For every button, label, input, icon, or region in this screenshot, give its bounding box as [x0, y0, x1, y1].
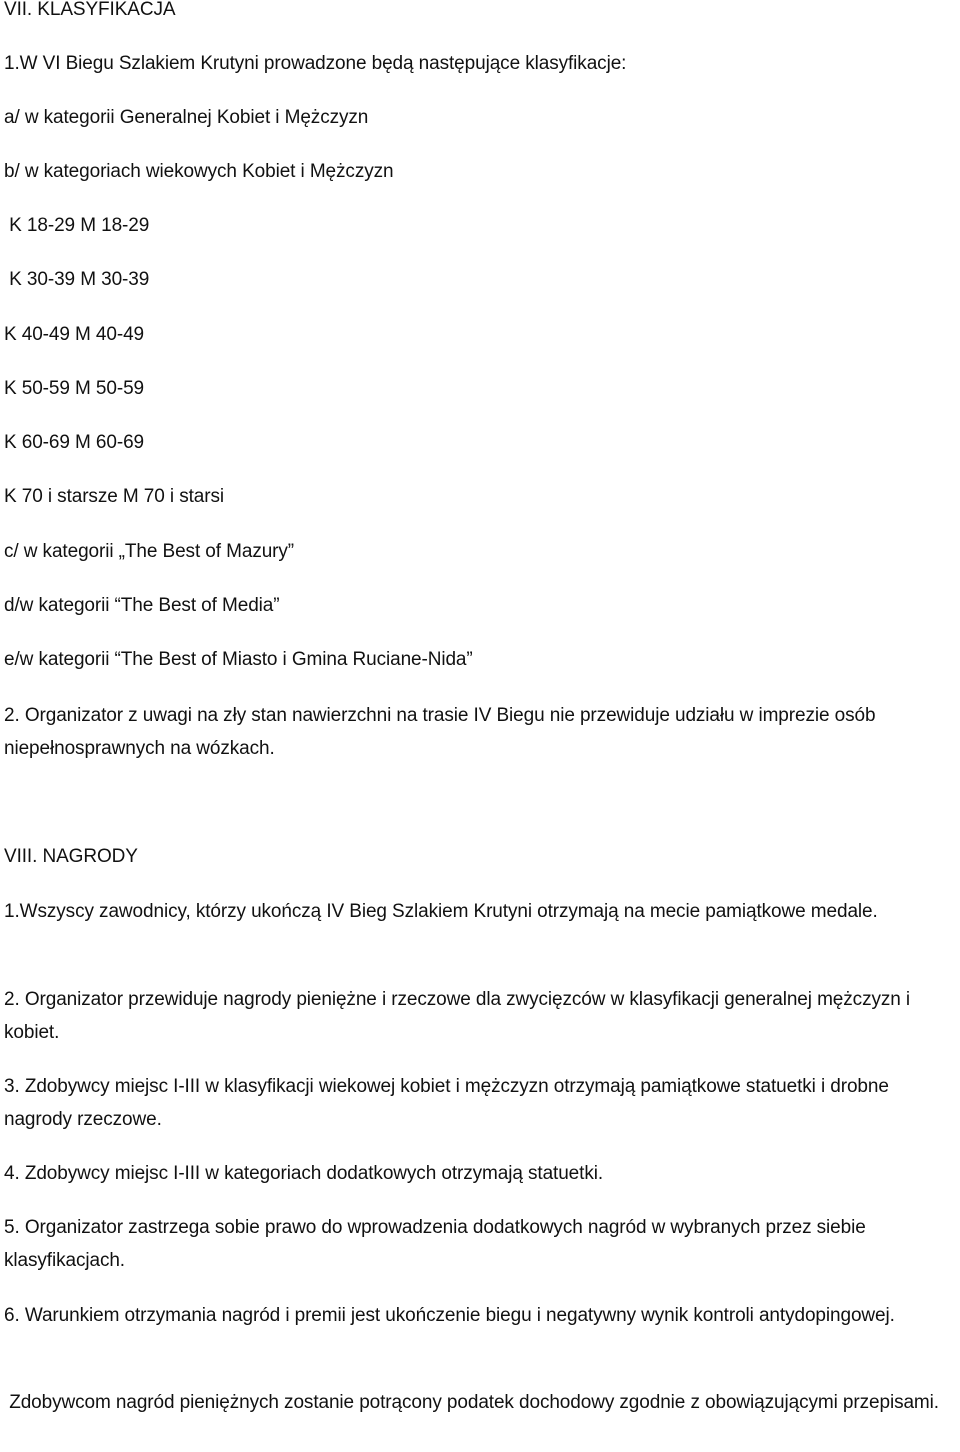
classification-item-b: b/ w kategoriach wiekowych Kobiet i Mężczyzn: [4, 161, 394, 182]
tax-note: Zdobywcom nagród pieniężnych zostanie potrącony podatek dochodowy zgodnie z obowiązującymi przepisami.: [4, 1392, 939, 1413]
prize-point: 4. Zdobywcy miejsc I-III w kategoriach dodatkowych otrzymają statuetki.: [4, 1163, 604, 1184]
classification-item-a: a/ w kategorii Generalnej Kobiet i Mężczyzn: [4, 107, 369, 128]
age-group-line: K 18-29 M 18-29: [4, 215, 150, 236]
section-heading-nagrody: VIII. NAGRODY: [4, 846, 138, 867]
classification-item-d: d/w kategorii “The Best of Media”: [4, 595, 280, 616]
age-group-line: K 50-59 M 50-59: [4, 378, 145, 399]
age-group-line: K 70 i starsze M 70 i starsi: [4, 486, 224, 507]
prize-point: 5. Organizator zastrzega sobie prawo do wprowadzenia dodatkowych nagród w wybranych przez siebie klasyfikacjach.: [4, 1217, 866, 1271]
age-group-line: K 30-39 M 30-39: [4, 269, 150, 290]
prize-point: 3. Zdobywcy miejsc I-III w klasyfikacji wiekowej kobiet i mężczyzn otrzymają pamiątkowe statuetki i drobne nagrody rzeczowe.: [4, 1076, 889, 1130]
prize-point: 2. Organizator przewiduje nagrody pieniężne i rzeczowe dla zwycięzców w klasyfikacji generalnej mężczyzn i kobiet.: [4, 989, 911, 1043]
classification-item-c: c/ w kategorii „The Best of Mazury”: [4, 541, 295, 562]
age-group-line: K 40-49 M 40-49: [4, 324, 145, 345]
classification-item-e: e/w kategorii “The Best of Miasto i Gmina Ruciane-Nida”: [4, 649, 473, 670]
classification-intro: 1.W VI Biegu Szlakiem Krutyni prowadzone będą następujące klasyfikacje:: [4, 53, 627, 74]
classification-point-2: 2. Organizator z uwagi na zły stan nawierzchni na trasie IV Biegu nie przewiduje udziału w imprezie osób niepełnosprawnych na wózkach.: [4, 705, 876, 759]
section-heading-klasyfikacja: VII. KLASYFIKACJA: [4, 0, 176, 20]
prize-point: 1.Wszyscy zawodnicy, którzy ukończą IV Bieg Szlakiem Krutyni otrzymają na mecie pamiątkowe medale.: [4, 901, 878, 922]
prize-point: 6. Warunkiem otrzymania nagród i premii jest ukończenie biegu i negatywny wynik kontroli antydopingowej.: [4, 1305, 895, 1326]
age-group-line: K 60-69 M 60-69: [4, 432, 145, 453]
